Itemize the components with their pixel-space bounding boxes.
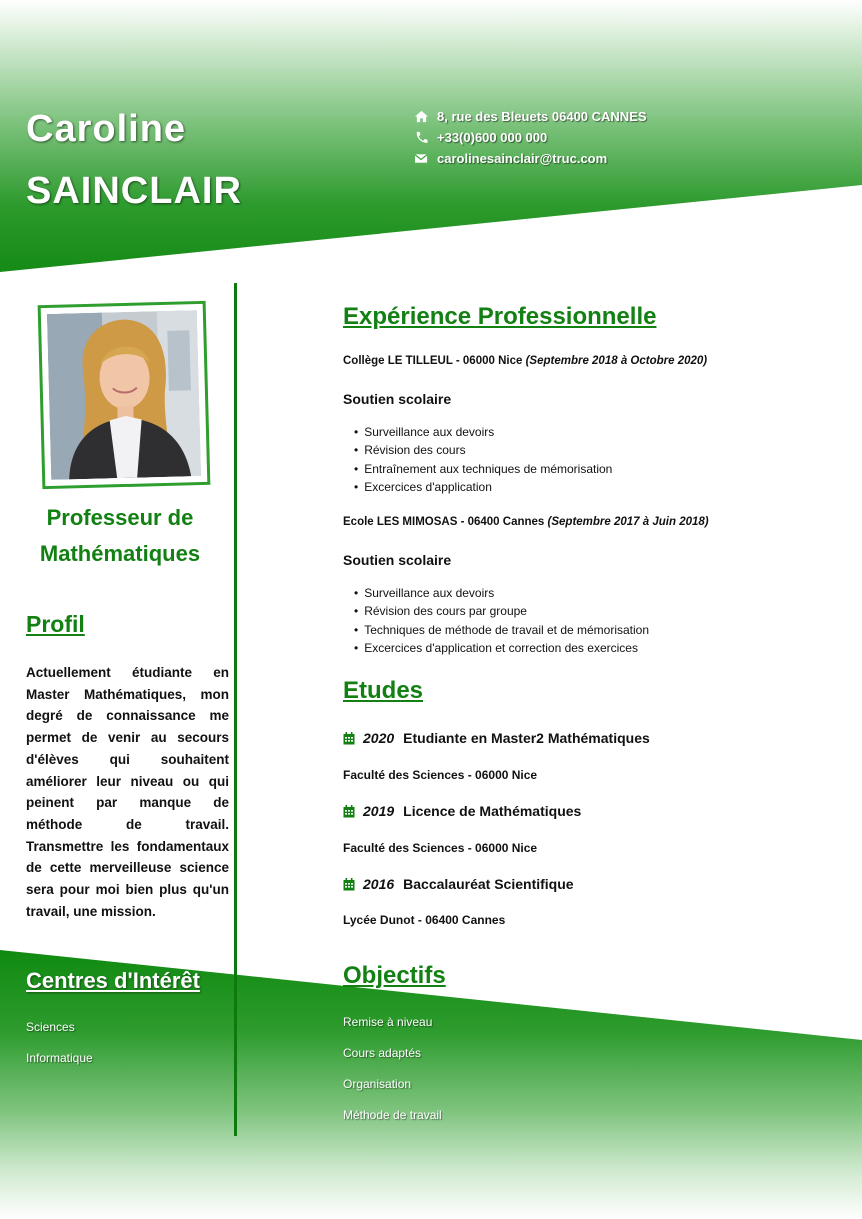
interests-list [26, 1020, 93, 1082]
interests-heading: Centres d'Intérêt [26, 968, 200, 993]
employment-period: (Septembre 2017 à Juin 2018) [547, 516, 709, 528]
education-school: Lycée Dunot - 06400 Cannes [343, 913, 506, 927]
employer-name: Collège LE TILLEUL - 06000 Nice [343, 355, 523, 367]
job-title-line2: Mathématiques [39, 541, 201, 566]
education-degree: Licence de Mathématiques [403, 803, 582, 819]
task-item: • Surveillance aux devoirs [354, 425, 612, 443]
objective-item: Organisation [343, 1077, 412, 1091]
contact-info [414, 106, 647, 169]
education-year: 2019 [363, 803, 395, 819]
education-degree: Baccalauréat Scientifique [403, 876, 574, 892]
address-text: 8, rue des Bleuets 06400 CANNES [437, 109, 647, 124]
phone-text: +33(0)600 000 000 [437, 130, 548, 145]
task-item: • Excercices d'application et correction des exercices [354, 641, 649, 659]
education-entry [343, 803, 581, 819]
education-degree: Etudiante en Master2 Mathématiques [403, 730, 650, 746]
job-title-line1: Professeur de [46, 505, 194, 530]
calendar-icon [343, 805, 355, 818]
job-title [10, 500, 230, 572]
education-year: 2020 [363, 730, 395, 746]
interest-item: Sciences [26, 1020, 75, 1034]
education-entry [343, 876, 574, 892]
experience-heading: Expérience Professionnelle [343, 303, 657, 330]
job-role: Soutien scolaire [343, 552, 452, 568]
task-item: • Entraînement aux techniques de mémorisation [354, 462, 612, 480]
task-item: • Révision des cours [354, 443, 612, 461]
profile-photo-frame [38, 301, 211, 489]
education-entry [343, 730, 650, 746]
last-name: SAINCLAIR [26, 170, 242, 212]
profile-heading: Profil [26, 611, 85, 637]
interest-item: Informatique [26, 1051, 93, 1065]
objective-item: Remise à niveau [343, 1015, 433, 1029]
phone-row [414, 127, 647, 148]
email-row [414, 148, 647, 169]
objective-item: Cours adaptés [343, 1046, 422, 1060]
task-list [354, 425, 612, 498]
profile-photo [47, 310, 201, 480]
profile-text: Actuellement étudiante en Master Mathématiques, mon degré de connaissance me permet de venir au secours d'élèves qui souhaitent améliorer leur niveau ou qui peinent par manque de méthode de travail. Transmettre les fondamentaux de cette merveilleuse science sera pour moi bien plus qu'un travail, une mission. [26, 665, 229, 919]
phone-icon [414, 131, 429, 144]
employer-name: Ecole LES MIMOSAS - 06400 Cannes [343, 516, 545, 528]
objectives-heading: Objectifs [343, 962, 446, 989]
employment-period: (Septembre 2018 à Octobre 2020) [525, 355, 708, 367]
calendar-icon [343, 878, 355, 891]
objective-item: Méthode de travail [343, 1108, 442, 1122]
task-item: • Révision des cours par groupe [354, 604, 649, 622]
first-name: Caroline [26, 108, 187, 150]
employer-line [343, 516, 709, 528]
employer-line [343, 355, 707, 367]
education-heading: Etudes [343, 677, 424, 704]
task-item: • Techniques de méthode de travail et de mémorisation [354, 623, 649, 641]
email-link[interactable]: carolinesainclair@truc.com [437, 151, 608, 166]
calendar-icon [343, 732, 355, 745]
task-list [354, 586, 649, 659]
column-divider [234, 283, 237, 1136]
envelope-icon [414, 152, 429, 165]
objectives-list [343, 1015, 442, 1139]
home-icon [414, 110, 429, 123]
task-item: • Surveillance aux devoirs [354, 586, 649, 604]
task-item: • Excercices d'application [354, 480, 612, 498]
education-school: Faculté des Sciences - 06000 Nice [343, 768, 538, 782]
candidate-name [26, 98, 242, 222]
education-year: 2016 [363, 876, 395, 892]
education-school: Faculté des Sciences - 06000 Nice [343, 841, 538, 855]
address-row [414, 106, 647, 127]
job-role: Soutien scolaire [343, 391, 452, 407]
